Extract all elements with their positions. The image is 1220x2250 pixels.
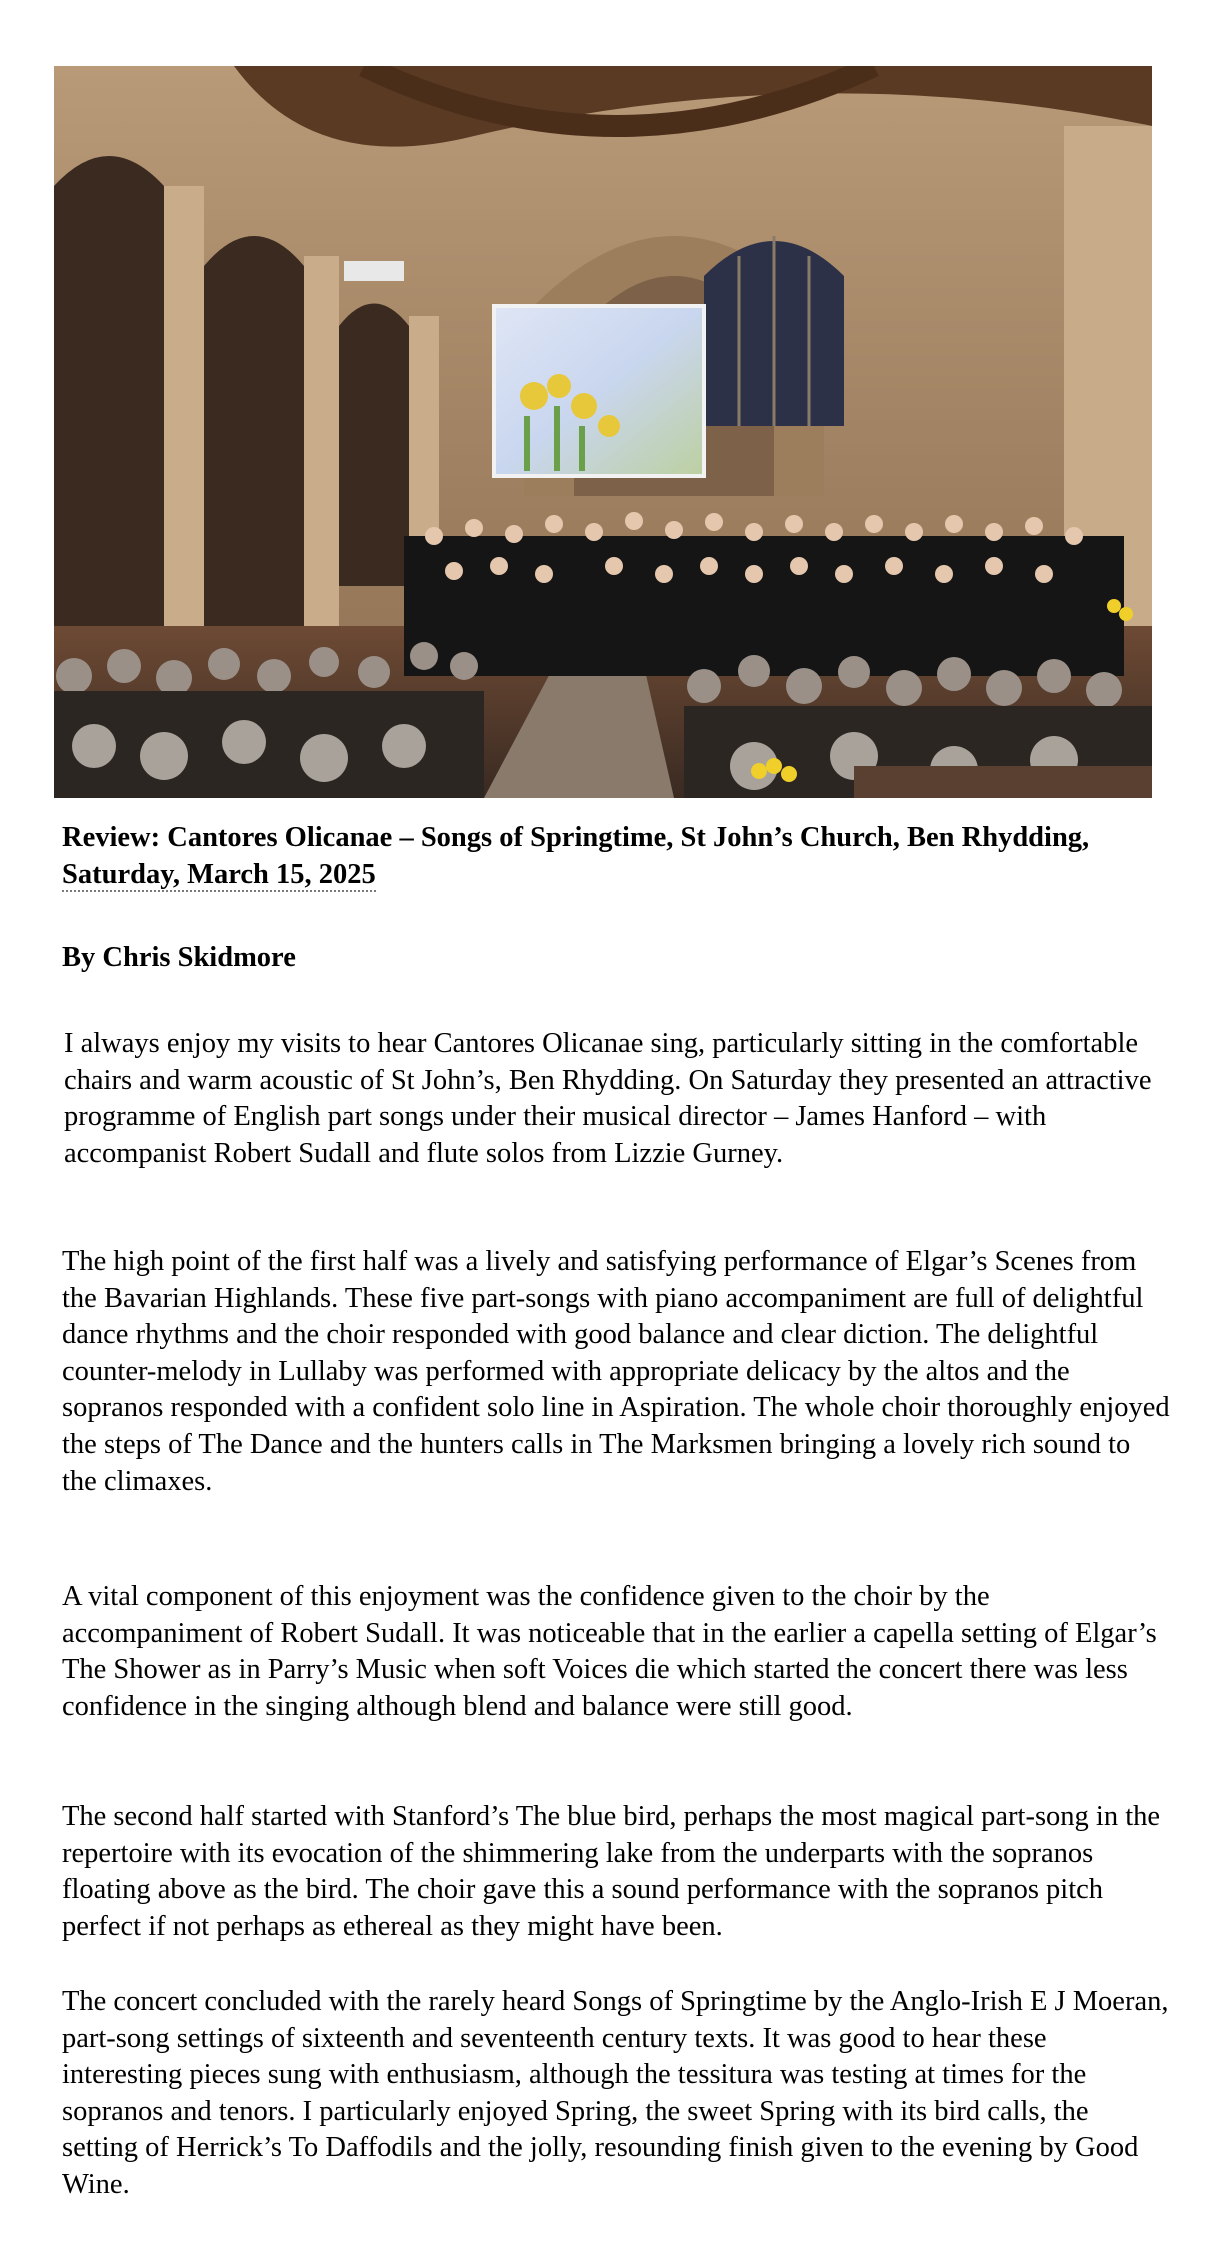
article-paragraph-1: I always enjoy my visits to hear Cantores Olicanae sing, particularly sitting in the comfortable chairs and warm acoustic of St John’s, Ben Rhydding. On Saturday they presented an attractive programme of English part songs under their musical director – James Hanford – with accompanist Robert Sudall and flute solos from Lizzie Gurney.	[64, 1028, 1152, 1169]
headline-main: Review: Cantores Olicanae – Songs of Springtime, St John’s Church, Ben Rhydding,	[62, 822, 1090, 853]
article-paragraph-5: The concert concluded with the rarely heard Songs of Springtime by the Anglo-Irish E J Moeran, part-song settings of sixteenth and seventeenth century texts. It was good to hear these interesting pieces sung with enthusiasm, although the tessitura was testing at times for the sopranos and tenors. I particularly enjoyed Spring, the sweet Spring with its bird calls, the setting of Herrick’s To Daffodils and the jolly, resounding finish given to the evening by Good Wine.	[62, 1986, 1169, 2200]
article-headline	[62, 820, 1170, 893]
article-paragraph-2: The high point of the first half was a lively and satisfying performance of Elgar’s Scenes from the Bavarian Highlands. These five part-songs with piano accompaniment are full of delightful dance rhythms and the choir responded with good balance and clear diction. The delightful counter-melody in Lullaby was performed with appropriate delicacy by the altos and the sopranos responded with a confident solo line in Aspiration. The whole choir thoroughly enjoyed the steps of The Dance and the hunters calls in The Marksmen bringing a lovely rich sound to the climaxes.	[62, 1246, 1170, 1497]
headline-date: Saturday, March 15, 2025	[62, 858, 376, 890]
article-byline: By Chris Skidmore	[62, 942, 296, 973]
concert-photo	[54, 66, 1152, 798]
article-paragraph-3: A vital component of this enjoyment was the confidence given to the choir by the accompaniment of Robert Sudall. It was noticeable that in the earlier a capella setting of Elgar’s The Shower as in Parry’s Music when soft Voices die which started the concert there was less confidence in the singing although blend and balance were still good.	[62, 1581, 1157, 1722]
church-choir-image	[54, 66, 1152, 798]
article-paragraph-4: The second half started with Stanford’s The blue bird, perhaps the most magical part-song in the repertoire with its evocation of the shimmering lake from the underparts with the sopranos floating above as the bird. The choir gave this a sound performance with the sopranos pitch perfect if not perhaps as ethereal as they might have been.	[62, 1801, 1161, 1942]
